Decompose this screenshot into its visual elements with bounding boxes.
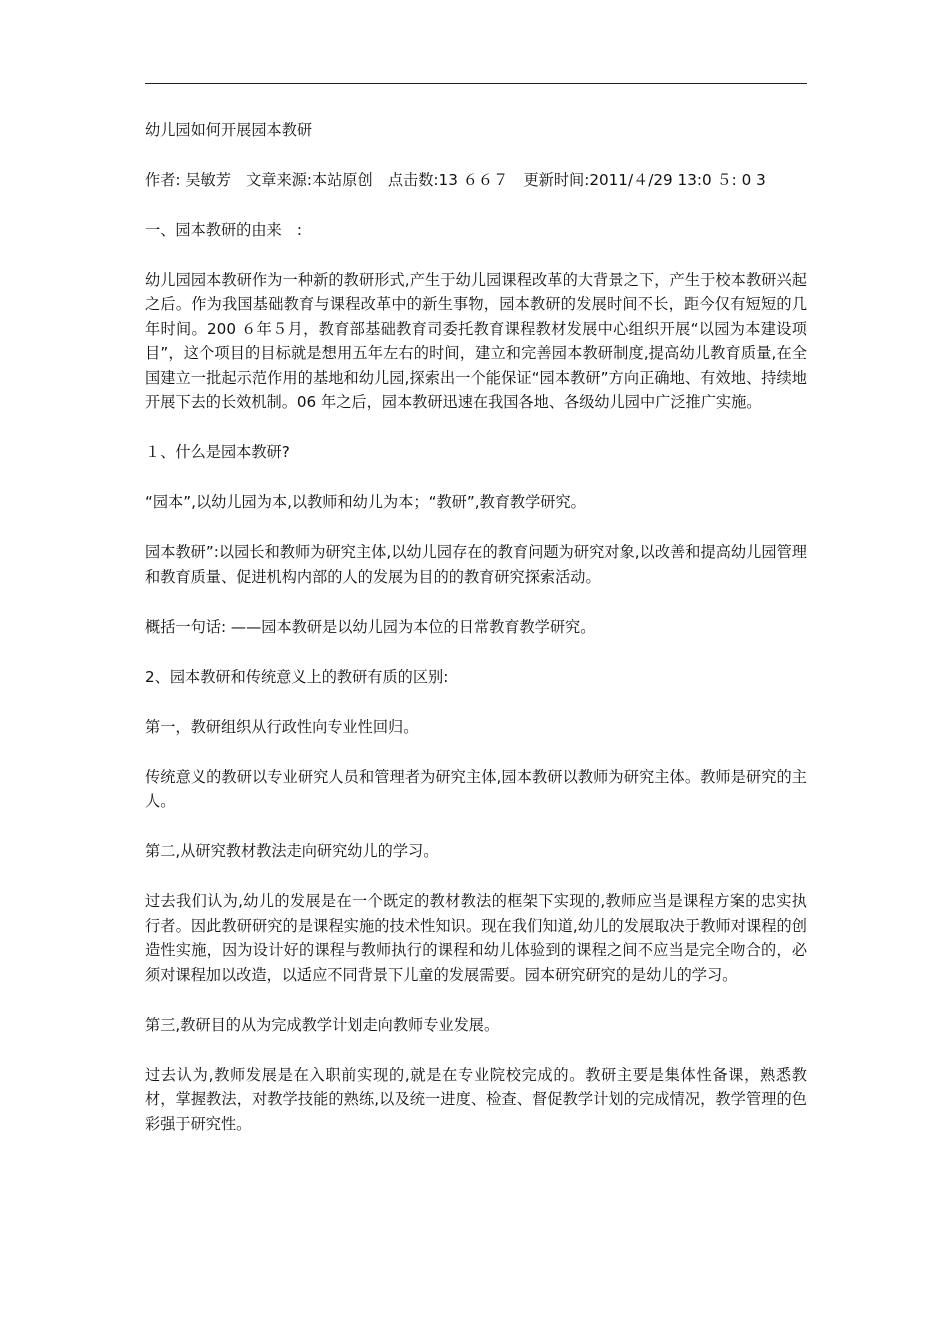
paragraph: 园本教研”:以园长和教师为研究主体,以幼儿园存在的教育问题为研究对象,以改善和提高幼儿园管理和教育质量、促进机构内部的人的发展为目的的教育研究探索活动。 (145, 543, 807, 586)
paragraph: 过去认为,教师发展是在入职前实现的,就是在专业院校完成的。教研主要是集体性备课，熟悉教材，掌握教法，对教学技能的熟练,以及统一进度、检查、督促教学计划的完成情况，教学管理的色彩强于研究性。 (145, 1065, 807, 1133)
paragraph: “园本”,以幼儿园为本,以教师和幼儿为本；“教研”,教育教学研究。 (145, 493, 586, 511)
paragraph: 传统意义的教研以专业研究人员和管理者为研究主体,园本教研以教师为研究主体。教师是研究的主人。 (145, 767, 807, 810)
section-heading-difference: 2、园本教研和传统意义上的教研有质的区别: (145, 667, 449, 686)
paragraph: 幼儿园园本教研作为一种新的教研形式,产生于幼儿园课程改革的大背景之下，产生于校本教研兴起之后。作为我国基础教育与课程改革中的新生事物，园本教研的发展时间不长，距今仅有短短的几年时间。200 ６年５月，教育部基础教育司委托教育课程教材发展中心组织开展“以园为本建设项目”，这个项目的目标就是想用五年左右的时间，建立和完善园本教研制度,提高幼儿教育质量,在全国建立一批起示范作用的基地和幼儿园,探索出一个能保证“园本教研”方向正确地、有效地、持续地开展下去的长效机制。06 年之后，园本教研迅速在我国各地、各级幼儿园中广泛推广实施。 (145, 270, 807, 411)
point-heading-second: 第二,从研究教材教法走向研究幼儿的学习。 (145, 842, 439, 860)
paragraph: 概括一句话: ——园本教研是以幼儿园为本位的日常教育教学研究。 (145, 617, 596, 636)
top-divider (145, 83, 807, 84)
point-heading-third: 第三,教研目的从为完成教学计划走向教师专业发展。 (145, 1015, 500, 1034)
article-body (145, 118, 807, 1162)
section-heading-what-is: １、什么是园本教研? (145, 443, 290, 461)
article-title: 幼儿园如何开展园本教研 (145, 121, 313, 139)
section-heading-origin: 一、园本教研的由来 : (145, 220, 302, 239)
article-meta: 作者: 吴敏芳 文章来源:本站原创 点击数:13 ６６７ 更新时间:2011/４/29 13:0 ５: 0 3 (145, 170, 766, 189)
point-heading-first: 第一，教研组织从行政性向专业性回归。 (145, 717, 419, 736)
paragraph: 过去我们认为,幼儿的发展是在一个既定的教材教法的框架下实现的,教师应当是课程方案的忠实执行者。因此教研研究的是课程实施的技术性知识。现在我们知道,幼儿的发展取决于教师对课程的创造性实施，因为设计好的课程与教师执行的课程和幼儿体验到的课程之间不应当是完全吻合的，必须对课程加以改造，以适应不同背景下儿童的发展需要。园本研究研究的是幼儿的学习。 (145, 892, 807, 984)
